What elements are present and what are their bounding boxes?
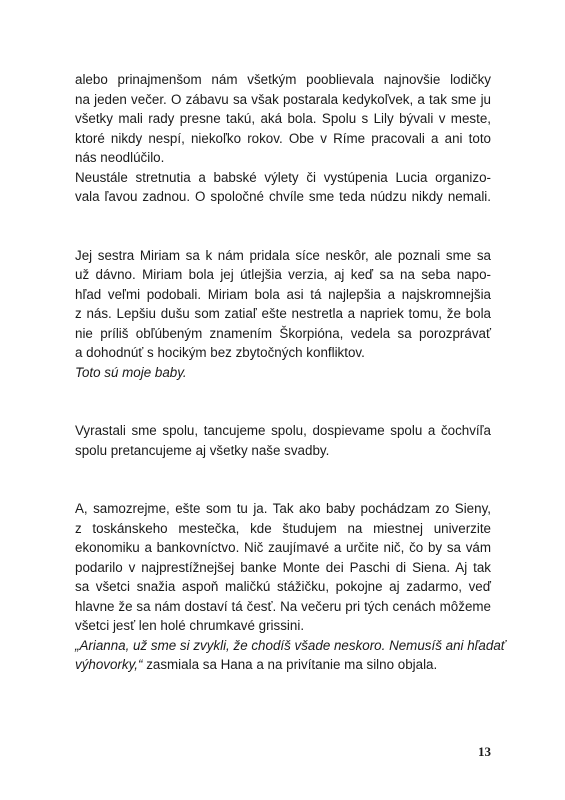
text-line: na jeden večer. O zábavu sa však postarala kedykoľvek, a tak sme ju bbox=[75, 91, 491, 107]
text-line: všetky mali rady presne takú, aká bola. Spolu s Lily bývali v meste, bbox=[75, 111, 491, 126]
italic-text-line: Toto sú moje baby. bbox=[75, 364, 187, 380]
text-line: sa všetci snažia aspoň maličkú stážičku, pokojne aj zadarmo, veď bbox=[75, 579, 491, 594]
text-line: ekonomiku a bankovníctvo. Nič zaujímavé a určite nič, čo by sa vám bbox=[75, 540, 491, 555]
text-line: Jej sestra Miriam sa k nám pridala síce neskôr, ale poznali sme sa bbox=[75, 247, 491, 263]
page-number: 13 bbox=[478, 744, 491, 759]
text-line: všetci jesť len holé chrumkavé grissini. bbox=[75, 618, 305, 633]
text-line: nás neodlúčilo. bbox=[75, 150, 165, 165]
paragraph-4 bbox=[75, 499, 506, 675]
text-line: spolu pretancujeme aj všetky naše svadby. bbox=[75, 442, 330, 458]
text-line: vala ľavou zadnou. O spoločné chvíle sme teda núdzu nikdy nemali. bbox=[75, 189, 491, 204]
text-line: nie príliš obľúbeným znamením Škorpióna, vedela sa porozprávať bbox=[75, 325, 491, 341]
text-line: Vyrastali sme spolu, tancujeme spolu, dospievame spolu a čochvíľa bbox=[75, 423, 491, 438]
text-line: už dávno. Miriam bola jej útlejšia verzia, aj keď sa na seba napo- bbox=[75, 267, 491, 282]
paragraph-spacer bbox=[75, 460, 491, 499]
text-line: hľad veľmi podobali. Miriam bola asi tá najlepšia a najskromnejšia bbox=[75, 286, 491, 302]
text-line: z nás. Lepšiu dušu som zatiaľ ešte nestretla a napriek tomu, že bola bbox=[75, 306, 491, 321]
text-line: z toskánskeho mestečka, kde študujem na miestnej univerzite bbox=[75, 520, 491, 536]
paragraph-1 bbox=[75, 70, 491, 207]
paragraph-2 bbox=[75, 246, 491, 383]
paragraph-spacer bbox=[75, 207, 491, 246]
text-line-mixed bbox=[75, 655, 491, 675]
text-line: ktoré nikdy nespí, niekoľko rokov. Obe v Ríme pracovali a ani toto bbox=[75, 130, 491, 146]
dialogue-tag: zasmiala sa Hana a na privítanie ma silno objala. bbox=[142, 657, 438, 672]
text-line: hlavne že sa nám dostaví tá česť. Na večeru pri tých cenách môžeme bbox=[75, 598, 491, 614]
text-line: a dohodnúť s hocikým bez zbytočných konfliktov. bbox=[75, 345, 365, 360]
book-page-text bbox=[75, 70, 506, 675]
paragraph-3 bbox=[75, 421, 491, 460]
text-line: podarilo v najprestížnejšej banke Monte dei Paschi di Siena. Aj tak bbox=[75, 559, 491, 575]
italic-quote-end: výhovorky,“ bbox=[75, 657, 143, 672]
paragraph-spacer bbox=[75, 382, 491, 421]
text-line: A, samozrejme, ešte som tu ja. Tak ako baby pochádzam zo Sieny, bbox=[75, 501, 491, 516]
italic-text-line: „Arianna, už sme si zvykli, že chodíš všade neskoro. Nemusíš ani hľadať bbox=[75, 637, 506, 653]
text-line: alebo prinajmenšom nám všetkým pooblievala najnovšie lodičky bbox=[75, 72, 491, 87]
text-line: Neustále stretnutia a babské výlety či vystúpenia Lucia organizo- bbox=[75, 169, 491, 185]
